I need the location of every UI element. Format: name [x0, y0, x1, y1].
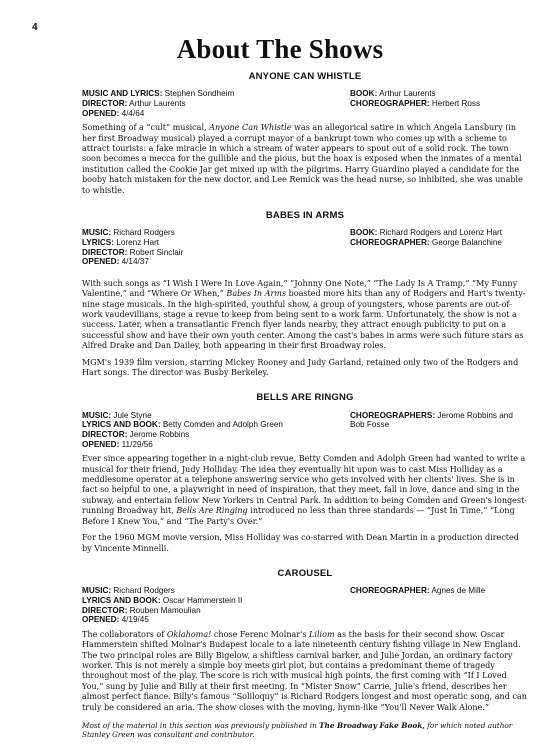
- show-description: Something of a “cult” musical, Anyone Can Whistle was an allegorical satire in which Angela Lansbury (in her first Broadway musical) played a corrupt mayor of a bankrupt town who comes up with a scheme to attract tourists: a fake miracle in which a stream of water appears to spout out of a solid rock. The town soon becomes a mecca for the gullible and the pious, but the hoax is exposed when the inmates of a mental institution called the Cookie Jar get mixed up with the pilgrims. Harry Guardino played a candidate for the booby hatch mistaken for the new doctor, and Lee Remick was the head nurse, so inhibited, she was unable to whistle.: [82, 123, 523, 195]
- credit-value: Oscar Hammerstein II: [162, 595, 243, 605]
- show-title: BELLS ARE RINGNG: [256, 392, 354, 404]
- show-description: Ever since appearing together in a night-club revue, Betty Comden and Adolph Green had wanted to write a musical for their friend, Judy Holliday. The idea they eventually hit upon was to cast Miss Holliday as a meddlesome operator at a telephone answering service who gets involved with her clients' lives. She is in fact so helpful to one, a playwright in need of inspiration, that they meet, fall in love, dance and sing in the subway, and entertain fellow New Yorkers in Central Park. In addition to being Comden and Green's longest-running Broadway hit, Bells Are Ringing introduced no less than three standards — “Just In Time,” “Long Before I Knew You,” and “The Party's Over.”: [82, 454, 528, 526]
- show-title: ANYONE CAN WHISTLE: [248, 71, 362, 82]
- credit-label: BOOK:: [350, 89, 378, 99]
- show-bells-are-ringing: [82, 393, 528, 553]
- credit-line: [82, 440, 350, 450]
- credit-label: BOOK:: [350, 228, 378, 238]
- credit-value: Stephen Sondheim: [164, 89, 235, 99]
- credit-label: LYRICS AND BOOK:: [82, 595, 161, 605]
- show-description: The collaborators of Oklahoma! chose Ferenc Molnar's Liliom as the basis for their second show. Oscar Hammerstein shifted Molnar's Budapest locale to a late nineteenth century fishing village in New England. The two principal roles are Billy Bigelow, a shiftless carnival barker, and Julie Jordan, an ordinary factory worker. This is not merely a simple boy meets girl plot, but contains a predominant theme of tragedy throughout most of the play. The score is rich with musical high points, the first coming with “If I Loved You,” sung by Julie and Billy at their first meeting. In “Mister Snow” Carrie, Julie's friend, describes her almost perfect fiance. Billy's famous “Soliloquy” is Richard Rodgers longest and most operatic song, and can truly be considered an aria. The show closes with the moving, hymn-like “You'll Never Walk Alone.”: [82, 629, 527, 712]
- credit-value: Herbert Ross: [431, 99, 481, 108]
- credit-label: OPENED:: [82, 615, 120, 625]
- credit-line: [82, 615, 350, 625]
- credit-line: [82, 596, 350, 606]
- credit-line: [82, 257, 350, 267]
- credit-label: DIRECTOR:: [82, 99, 128, 108]
- credit-value: 4/14/37: [121, 257, 149, 267]
- credit-value: 4/19/45: [121, 615, 149, 625]
- credit-label: LYRICS AND BOOK:: [82, 420, 161, 430]
- show-description: With such songs as “I Wish I Were In Love Again,” “Johnny One Note,” “The Lady Is A Tramp,” “My Funny Valentine,” and “Where Or When,” Babes In Arms boasted more hits than any of Rodgers and Hart's twenty-nine stage musicals. In the high-spirited, youthful show, a group of youngsters, whose parents are out-of-work vaudevillians, stage a revue to keep from being sent to a work farm. Unfortunately, the show is not a success. Later, when a transatlantic French flyer lands nearby, they attract enough publicity to put on a successful show and have their own youth center. Among the cast's babes in arms were such future stars as Alfred Drake and Dan Dailey, both appearing in their first Broadway roles.: [82, 278, 526, 351]
- credit-label: OPENED:: [82, 439, 120, 449]
- credit-value: Arthur Laurents: [129, 99, 186, 108]
- credit-label: LYRICS:: [82, 238, 114, 248]
- credit-label: MUSIC:: [82, 228, 112, 238]
- credit-value: Betty Comden and Adolph Green: [162, 420, 283, 430]
- credits-block: [82, 411, 528, 449]
- page-number: 4: [32, 22, 38, 33]
- credit-label: MUSIC AND LYRICS:: [82, 89, 163, 99]
- credit-label: DIRECTOR:: [82, 247, 128, 257]
- credit-value: Jerome Robbins and Bob Fosse: [350, 410, 513, 430]
- credit-value: Richard Rodgers and Lorenz Hart: [379, 228, 502, 238]
- credit-value: Jerome Robbins: [129, 430, 190, 440]
- credit-line: [82, 430, 350, 440]
- show-title: CAROUSEL: [277, 567, 333, 579]
- credits-block: [82, 586, 528, 624]
- credit-value: Jule Styne: [113, 410, 152, 420]
- show-carousel: [82, 569, 528, 713]
- credit-label: CHOREOGRAPHER:: [350, 99, 430, 108]
- credit-line: [82, 99, 350, 109]
- credit-line: [82, 411, 350, 421]
- page-title: About The Shows: [176, 34, 384, 64]
- credit-value: Arthur Laurents: [379, 89, 436, 99]
- credit-line: [82, 606, 350, 616]
- footnote: Most of the material in this section was previously published in The Broadway Fake Book, for which noted author Stanley Green was consultant and contributor.: [82, 720, 513, 739]
- credit-label: CHOREOGRAPHER:: [350, 238, 430, 248]
- credit-line: [82, 228, 350, 238]
- credit-value: Lorenz Hart: [116, 238, 160, 248]
- credit-line: [82, 586, 350, 596]
- credit-line: [82, 109, 350, 119]
- credit-value: Richard Rodgers: [113, 228, 175, 238]
- show-anyone-can-whistle: [82, 72, 528, 196]
- credit-value: George Balanchine: [431, 238, 502, 248]
- show-description: For the 1960 MGM movie version, Miss Holliday was co-starred with Dean Martin in a production directed by Vincente Minnelli.: [82, 533, 519, 553]
- credit-label: DIRECTOR:: [82, 430, 128, 440]
- credit-label: MUSIC:: [82, 586, 112, 596]
- credit-line: [82, 248, 350, 258]
- credit-value: Robert Sinclair: [129, 247, 184, 257]
- credit-line: [350, 411, 528, 430]
- credits-block: [82, 89, 528, 118]
- credit-label: CHOREOGRAPHERS:: [350, 410, 436, 420]
- credit-value: Rouben Mamoulian: [129, 605, 201, 615]
- credit-label: MUSIC:: [82, 410, 112, 420]
- credit-line: [82, 89, 350, 99]
- credit-line: [350, 99, 528, 109]
- credit-label: CHOREOGRAPHER:: [350, 586, 430, 596]
- credit-label: DIRECTOR:: [82, 605, 128, 615]
- credit-line: [350, 586, 528, 596]
- credit-value: Richard Rodgers: [113, 586, 175, 596]
- credit-line: [350, 89, 528, 99]
- credit-value: 4/4/64: [121, 108, 145, 118]
- credit-label: OPENED:: [82, 257, 120, 267]
- credits-block: [82, 228, 528, 266]
- show-title: BABES IN ARMS: [265, 210, 345, 222]
- show-babes-in-arms: [82, 211, 528, 378]
- credit-value: 11/29/56: [121, 439, 153, 449]
- shows-content: [82, 72, 528, 746]
- credit-line: [82, 420, 350, 430]
- credit-value: Agnes de Mille: [431, 586, 486, 596]
- credit-line: [82, 238, 350, 248]
- show-description: MGM's 1939 film version, starring Mickey Rooney and Judy Garland, retained only two of the Rodgers and Hart songs. The director was Busby Berkeley.: [82, 357, 519, 378]
- credit-label: OPENED:: [82, 108, 120, 118]
- credit-line: [350, 228, 528, 238]
- credit-line: [350, 238, 528, 248]
